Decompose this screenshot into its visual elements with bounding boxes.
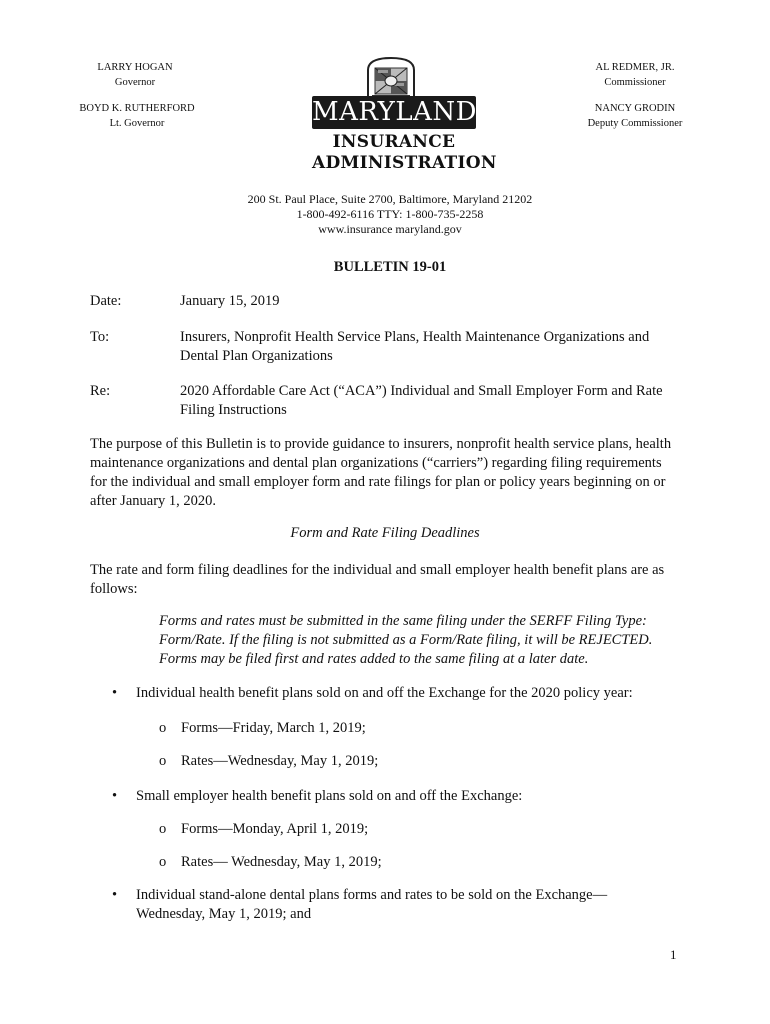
bullet-text: Individual health benefit plans sold on and off the Exchange for the 2020 policy year: <box>136 685 633 701</box>
address-phone: 1-800-492-6116 TTY: 1-800-735-2258 <box>296 207 484 221</box>
bulletin-title: BULLETIN 19-01 <box>333 259 447 275</box>
governor-name: LARRY HOGAN <box>97 62 173 73</box>
deputy-commissioner-block <box>570 101 700 131</box>
bullet-marker: • <box>112 685 118 701</box>
deadlines-intro: The rate and form filing deadlines for the individual and small employer health benefit plans are as follows: <box>90 562 665 597</box>
sub-bullet-marker: o <box>159 720 167 736</box>
lt-governor-title: Lt. Governor <box>109 118 165 129</box>
governor-title: Governor <box>114 77 156 88</box>
date-value: January 15, 2019 <box>180 293 280 309</box>
address-website: www.insurance maryland.gov <box>318 222 462 236</box>
page-number: 1 <box>670 947 677 962</box>
bullet-text: Individual stand-alone dental plans forms and rates to be sold on the Exchange—Wednesday, May 1, 2019; and <box>136 887 608 922</box>
address-block <box>200 192 580 237</box>
to-value: Insurers, Nonprofit Health Service Plans, Health Maintenance Organizations and Dental Plan Organizations <box>180 329 650 364</box>
lt-governor-name: BOYD K. RUTHERFORD <box>79 103 195 114</box>
bullet-text: Small employer health benefit plans sold on and off the Exchange: <box>136 788 523 804</box>
sub-bullet-text: Rates—Wednesday, May 1, 2019; <box>181 753 379 769</box>
bullet-marker: • <box>112 887 118 903</box>
deputy-title: Deputy Commissioner <box>587 118 683 129</box>
sub-bullet-marker: o <box>159 753 167 769</box>
sub-bullet-text: Forms—Monday, April 1, 2019; <box>181 821 369 837</box>
sub-bullet-marker: o <box>159 821 167 837</box>
sub-bullet-text: Forms—Friday, March 1, 2019; <box>181 720 366 736</box>
commissioner-block <box>570 60 700 90</box>
lt-governor-block <box>62 101 212 131</box>
re-label: Re: <box>90 383 111 399</box>
purpose-paragraph: The purpose of this Bulletin is to provide guidance to insurers, nonprofit health service plans, health maintenance organizations and dental plan organizations (“carriers”) regarding filing requirements for the individual and small employer form and rate filings for plan or policy years beginning on or after January 1, 2020. <box>90 436 672 509</box>
sub-bullet-marker: o <box>159 854 167 870</box>
commissioner-name: AL REDMER, JR. <box>595 62 675 73</box>
address-street: 200 St. Paul Place, Suite 2700, Baltimore, Maryland 21202 <box>247 192 533 206</box>
filing-note: Forms and rates must be submitted in the same filing under the SERFF Filing Type: Form/Rate. If the filing is not submitted as a Form/Rate filing, it will be REJECTED. Forms may be filed first and rates added to the same filing at a later date. <box>159 613 653 667</box>
re-value: 2020 Affordable Care Act (“ACA”) Individual and Small Employer Form and Rate Filing Instructions <box>180 383 663 418</box>
logo-line-insurance: INSURANCE <box>332 132 456 152</box>
bullet-marker: • <box>112 788 118 804</box>
section-heading: Form and Rate Filing Deadlines <box>290 525 480 541</box>
to-label: To: <box>90 329 110 345</box>
maryland-insurance-logo <box>312 56 497 174</box>
logo-banner <box>312 96 476 129</box>
deputy-name: NANCY GRODIN <box>594 103 676 114</box>
commissioner-title: Commissioner <box>604 77 666 88</box>
logo-banner-text: MARYLAND <box>312 97 477 127</box>
sub-bullet-text: Rates— Wednesday, May 1, 2019; <box>181 854 382 870</box>
logo-line-administration: ADMINISTRATION <box>312 153 497 173</box>
governor-block <box>70 60 200 90</box>
date-label: Date: <box>90 293 122 309</box>
